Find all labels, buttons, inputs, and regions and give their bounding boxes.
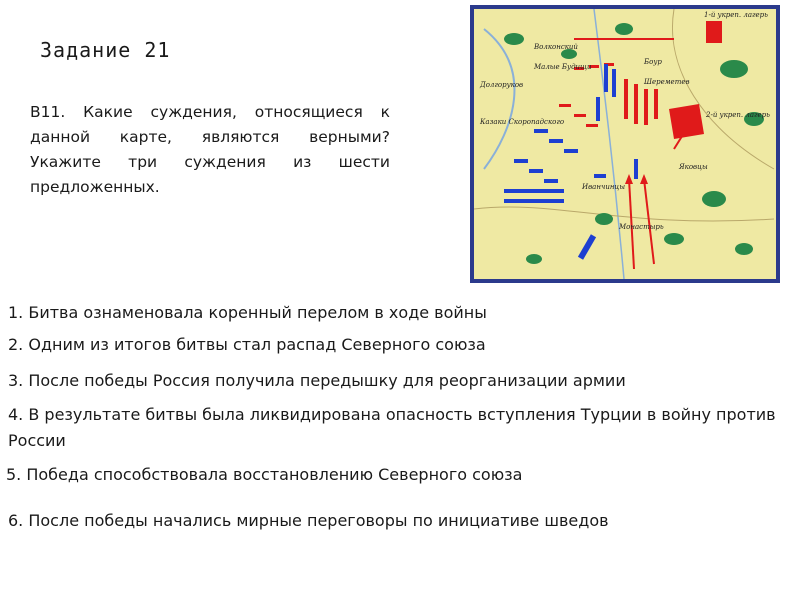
label-dolgorukov: Долгоруков <box>480 81 524 89</box>
option-1: 1. Битва ознаменовала коренный перелом в ходе войны <box>8 303 487 322</box>
option-4: 4. В результате битвы была ликвидирована опасность вступления Турции в войну против России <box>8 405 776 450</box>
label-malye-budishi: Малые Будищи <box>534 63 592 71</box>
label-kazaki: Казаки Скоропадского <box>480 118 565 126</box>
river-line <box>484 29 514 169</box>
camp-1-marker <box>706 21 722 43</box>
option-3: 3. После победы Россия получила передышку для реорганизации армии <box>8 371 626 390</box>
road-line <box>672 9 774 169</box>
label-yakovtsy: Яковцы <box>679 163 708 171</box>
battle-map-drawing <box>474 9 776 279</box>
label-monastery: Монастырь <box>619 223 664 231</box>
battle-map <box>470 5 780 283</box>
road-line <box>474 207 774 221</box>
label-sheremetev: Шереметев <box>644 78 690 86</box>
label-camp2: 2-й укреп. лагерь <box>706 111 770 119</box>
label-ivanchintsy: Иванчинцы <box>582 183 626 191</box>
label-camp1: 1-й укреп. лагерь <box>704 11 768 19</box>
question-text: В11. Какие суждения, относящиеся к данной карте, являются верными? Укажите три суждения из шести предложенных. <box>30 103 390 196</box>
swedish-troops <box>504 64 638 260</box>
option-2: 2. Одним из итогов битвы стал распад Северного союза <box>8 335 486 354</box>
river-line <box>594 9 624 279</box>
label-volkonsky: Волконский <box>534 43 578 51</box>
task-title: Задание 21 <box>40 38 171 62</box>
label-bour: Боур <box>644 58 662 66</box>
russian-redoubts <box>559 63 658 127</box>
option-6: 6. После победы начались мирные переговоры по инициативе шведов <box>8 511 609 530</box>
option-5: 5. Победа способствовала восстановлению Северного союза <box>6 465 523 484</box>
